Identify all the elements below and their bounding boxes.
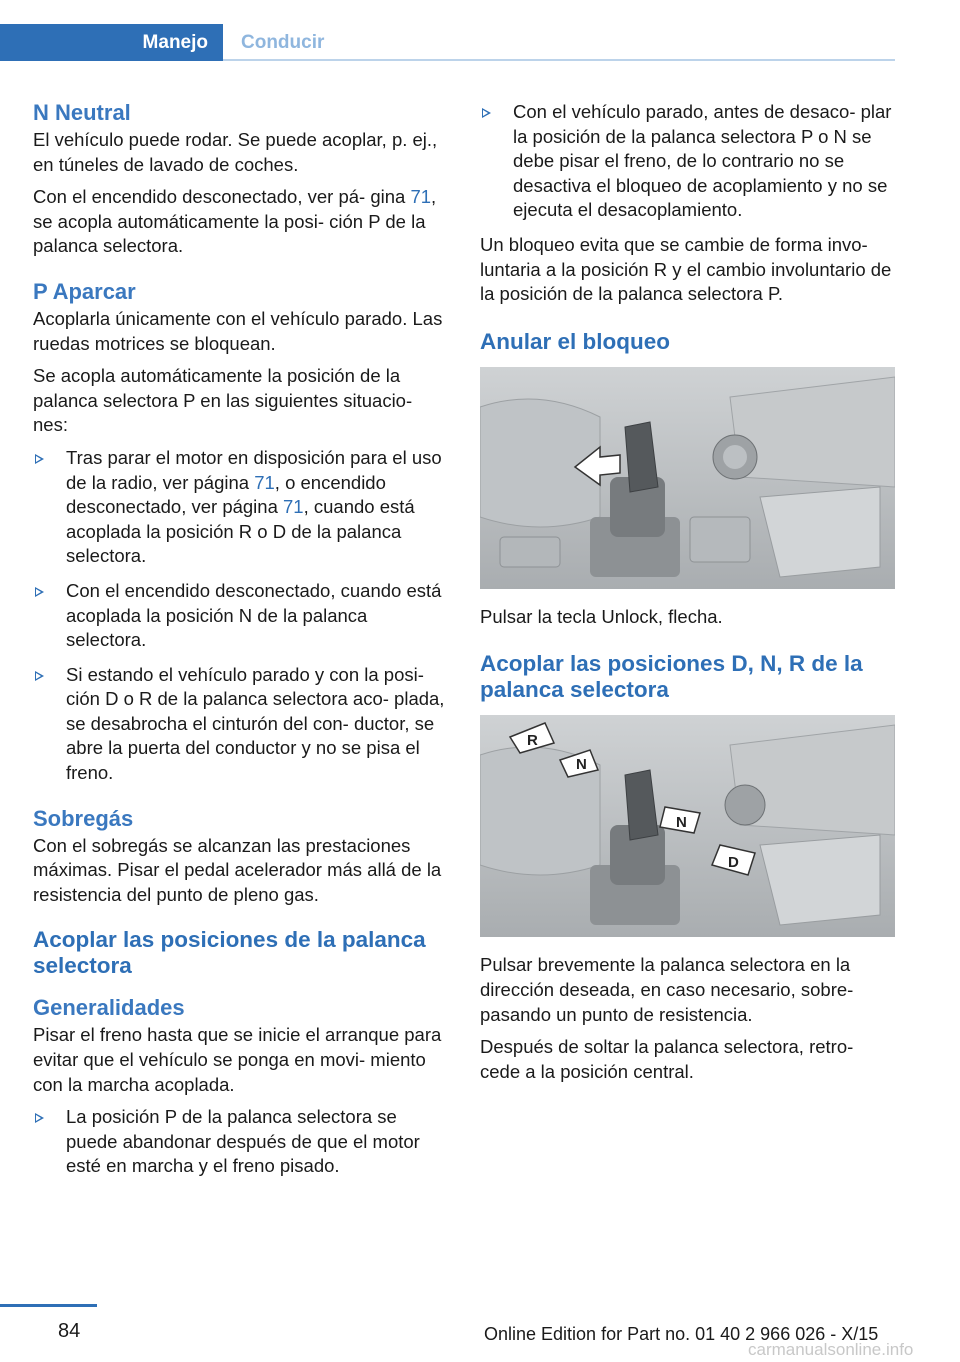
list-item [480,100,895,223]
text: Si estando el vehículo parado y con la posi‐ ción D o R de la palanca selectora aco‐ plada, se desabrocha el cinturón del con‐ ductor, se abre la puerta del conductor y no se pisa el freno. [66,663,445,784]
bloqueo-paragraph: Un bloqueo evita que se cambie de forma invo‐ luntaria a la posición R y el cambio involuntario de la posición de la palanca selectora P. [480,233,892,305]
list-item [33,663,448,786]
section-generalidades [33,995,448,1179]
list-item [33,579,448,653]
text: Con el encendido desconectado, cuando está acoplada la posición N de la palanca selectora. [66,579,442,651]
aparcar-paragraph-2: Se acopla automáticamente la posición de la palanca selectora P en las siguientes situacio‐ nes: [33,365,413,436]
watermark: carmanualsonline.info [748,1340,914,1359]
page-link-71[interactable]: 71 [283,496,304,518]
text: La posición P de la palanca selectora se puede abandonar después de que el motor esté en marcha y el freno pisado. [66,1106,420,1177]
neutral-paragraph-1: El vehículo puede rodar. Se puede acoplar, p. ej., en túneles de lavado de coches. [33,129,438,175]
heading-neutral: N Neutral [33,100,131,125]
header-divider [223,59,895,61]
text: Con el encendido desconectado, ver pá‐ gina [33,186,411,208]
gear-shift-directions-illustration [480,715,895,937]
heading-aparcar: P Aparcar [33,278,136,304]
text: , se acopla automáticamente la posi‐ ción P de la palanca selectora. [33,186,437,257]
heading-anular-bloqueo: Anular el bloqueo [480,328,671,354]
triangle-bullet-icon [35,671,44,681]
left-column [33,100,448,1199]
section-aparcar [33,279,448,786]
tab-conducir[interactable]: Conducir [241,31,325,53]
triangle-bullet-icon [35,1113,44,1123]
triangle-bullet-icon [482,108,491,118]
heading-acoplar-posiciones: Acoplar las posiciones de la palanca selectora [33,927,426,979]
footer-edition: Online Edition for Part no. 01 40 2 966 026 - X/15 [484,1324,879,1344]
shift-paragraph-2: Después de soltar la palanca selectora, retro‐ cede a la posición central. [480,1036,854,1082]
heading-sobregas: Sobregás [33,805,134,831]
heading-acoplar-dnr: Acoplar las posiciones D, N, R de la palanca selectora [480,651,863,703]
figure-shift-directions [480,715,895,937]
sobregas-paragraph: Con el sobregás se alcanzan las prestaciones máximas. Pisar el pedal acelerador más allá de la resistencia del punto de pleno gas. [33,834,442,905]
footer-divider [0,1304,97,1307]
page-header [0,0,960,62]
section-neutral [33,100,448,259]
unlock-caption: Pulsar la tecla Unlock, flecha. [480,605,723,627]
right-list [480,100,895,223]
list-item [33,1105,448,1179]
heading-generalidades: Generalidades [33,995,185,1021]
page-link-71[interactable]: 71 [410,186,432,208]
triangle-bullet-icon [35,587,44,597]
gear-selector-illustration [480,367,895,589]
arrow-label-n: N [676,814,687,832]
text: Tras parar el motor en disposición para el uso de la radio, ver página [66,446,442,493]
aparcar-list [33,446,448,786]
page-link-71[interactable]: 71 [254,471,275,493]
list-item [33,446,448,569]
figure-unlock-button [480,367,895,589]
text: , o encendido desconectado, ver página [66,471,386,518]
shift-paragraph-1: Pulsar brevemente la palanca selectora en la dirección deseada, en caso necesario, sobre‐ pasando un punto de resistencia. [480,954,854,1025]
text: , cuando está acoplada la posición R o D de la palanca selectora. [66,496,415,567]
neutral-paragraph-2 [33,185,448,259]
arrow-label-r: R [527,732,538,750]
section-sobregas [33,806,448,908]
generalidades-paragraph: Pisar el freno hasta que se inicie el arranque para evitar que el vehículo se ponga en movi‐ miento con la marcha acoplada. [33,1024,442,1095]
right-column [480,100,895,1092]
arrow-label-d: D [728,854,739,872]
tab-manejo[interactable]: Manejo [0,24,223,61]
generalidades-list [33,1105,448,1179]
triangle-bullet-icon [35,454,44,464]
arrow-label-n: N [576,756,587,774]
page-number: 84 [58,1320,81,1342]
aparcar-paragraph-1: Acoplarla únicamente con el vehículo parado. Las ruedas motrices se bloquean. [33,307,443,354]
text: Con el vehículo parado, antes de desaco‐ plar la posición de la palanca selectora P o N se debe pisar el freno, de lo contrario no se desactiva el bloqueo de acoplamiento y no se ejecuta el desacoplamiento. [513,101,892,221]
